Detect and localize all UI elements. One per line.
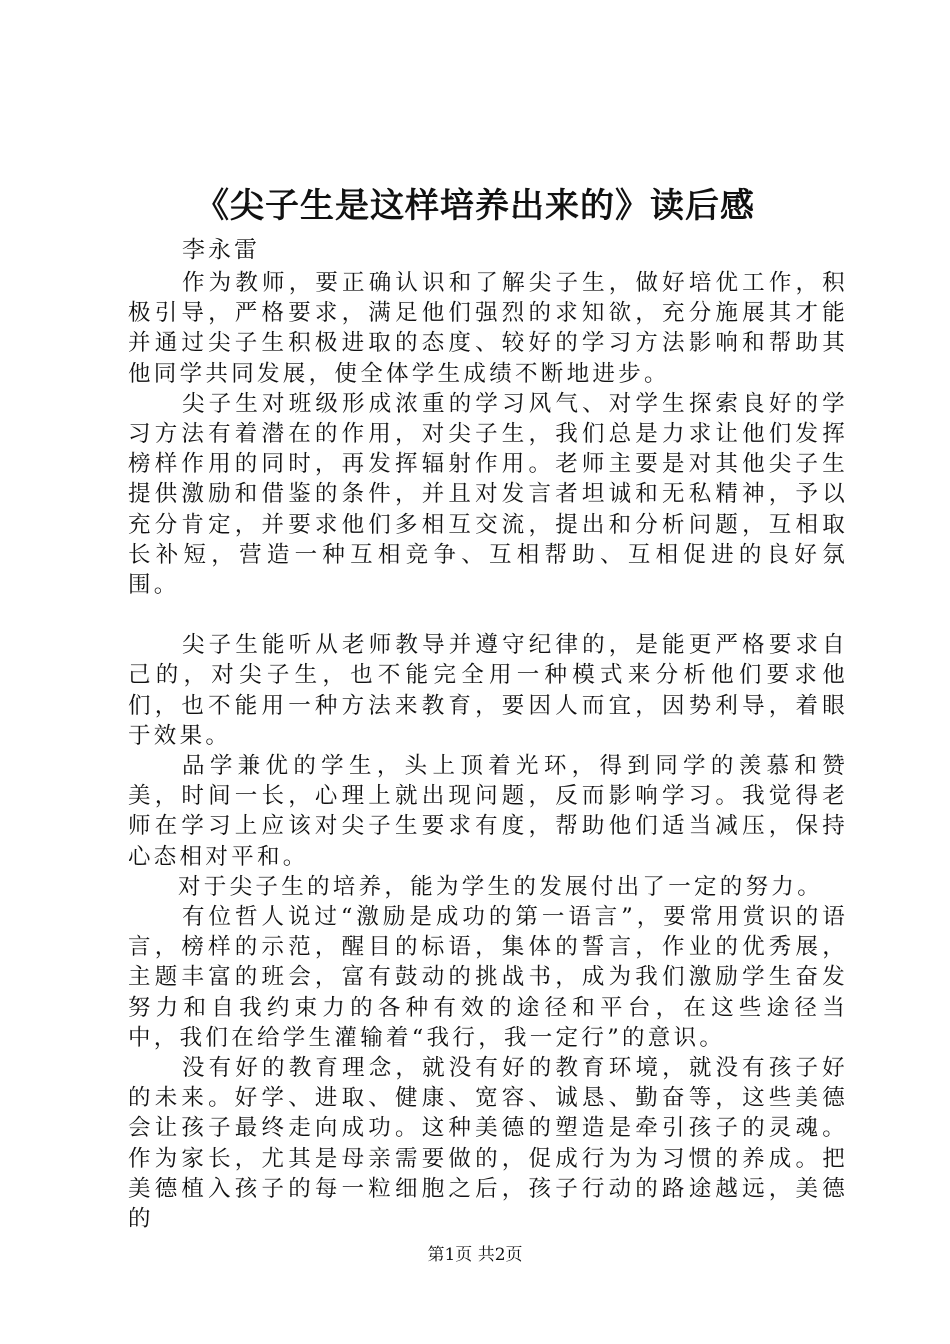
paragraph-3: 尖子生能听从老师教导并遵守纪律的，是能更严格要求自己的，对尖子生，也不能完全用一种模式来分析他们要求他们，也不能用一种方法来教育，要因人而宜，因势利导，着眼于效果。 bbox=[128, 632, 848, 749]
author-name: 李永雷 bbox=[182, 237, 260, 263]
page-number-footer: 第1页 共2页 bbox=[427, 1245, 523, 1265]
paragraph-4: 品学兼优的学生，头上顶着光环，得到同学的羡慕和赞美，时间一长，心理上就出现问题，反而影响学习。我觉得老师在学习上应该对尖子生要求有度，帮助他们适当减压，保持心态相对平和。 bbox=[128, 753, 848, 870]
document-body bbox=[128, 268, 848, 1234]
paragraph-2: 尖子生对班级形成浓重的学习风气、对学生探索良好的学习方法有着潜在的作用，对尖子生，我们总是力求让他们发挥榜样作用的同时，再发挥辐射作用。老师主要是对其他尖子生提供激励和借鉴的条件，并且对发言者坦诚和无私精神，予以充分肯定，并要求他们多相互交流，提出和分析问题，互相取长补短，营造一种互相竞争、互相帮助、互相促进的良好氛围。 bbox=[128, 390, 848, 599]
paragraph-1: 作为教师，要正确认识和了解尖子生，做好培优工作，积极引导，严格要求，满足他们强烈的求知欲，充分施展其才能并通过尖子生积极进取的态度、较好的学习方法影响和帮助其他同学共同发展，使全体学生成绩不断地进步。 bbox=[128, 270, 848, 387]
paragraph-7: 没有好的教育理念，就没有好的教育环境，就没有孩子好的未来。好学、进取、健康、宽容、诚恳、勤奋等，这些美德会让孩子最终走向成功。这种美德的塑造是牵引孩子的灵魂。作为家长，尤其是母亲需要做的，促成行为为习惯的养成。把美德植入孩子的每一粒细胞之后，孩子行动的路途越远，美德的 bbox=[128, 1055, 848, 1233]
paragraph-5: 对于尖子生的培养，能为学生的发展付出了一定的努力。 bbox=[178, 873, 824, 900]
paragraph-6: 有位哲人说过“激励是成功的第一语言”，要常用赏识的语言，榜样的示范，醒目的标语，集体的誓言，作业的优秀展，主题丰富的班会，富有鼓动的挑战书，成为我们激励学生奋发努力和自我约束力的各种有效的途径和平台，在这些途径当中，我们在给学生灌输着“我行，我一定行”的意识。 bbox=[128, 904, 848, 1051]
document-title: 《尖子生是这样培养出来的》读后感 bbox=[195, 186, 755, 226]
